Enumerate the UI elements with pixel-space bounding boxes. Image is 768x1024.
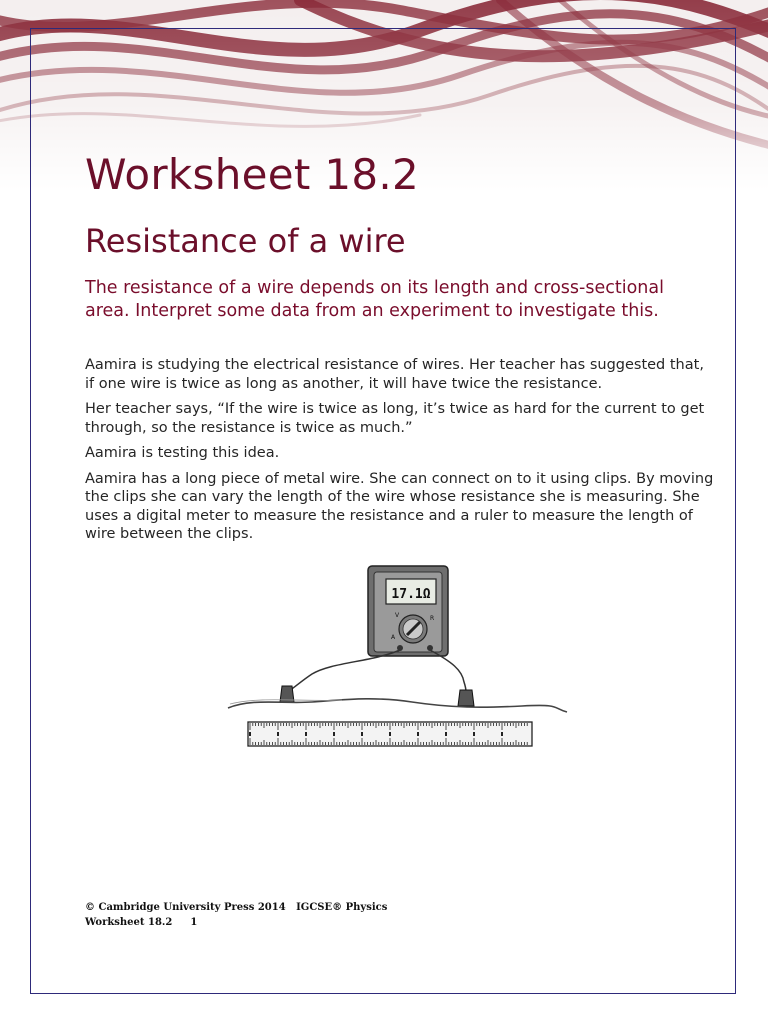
paragraph: Aamira has a long piece of metal wire. She can connect on to it using clips. By moving the clips she can vary the length of the wire whose resistance she is measuring. She uses a digital meter to measure the resistance and a ruler to measure the length of wire between the clips. [85, 470, 714, 542]
paragraph: Aamira is studying the electrical resistance of wires. Her teacher has suggested that, if one wire is twice as long as another, it will have twice the resistance. [85, 357, 704, 392]
dial-label-v: V [395, 612, 400, 619]
worksheet-title: Worksheet 18.2 [85, 150, 420, 199]
dial-label-r: R [430, 615, 435, 622]
right-clip [458, 690, 474, 706]
footer [85, 902, 387, 932]
copyright-line: © Cambridge University Press 2014 IGCSE® Physics [85, 902, 388, 913]
paragraph: Her teacher says, “If the wire is twice as long, it’s twice as hard for the current to get through, so the resistance is twice as much.” [85, 401, 705, 436]
footer-worksheet-line [85, 917, 387, 928]
page-number: 1 [190, 917, 198, 928]
footer-worksheet-label: Worksheet 18.2 [85, 917, 173, 928]
ruler [248, 722, 532, 746]
apparatus-illustration [222, 562, 572, 757]
metal-wire [228, 699, 567, 712]
body-text [85, 356, 715, 551]
meter-reading: 17.1Ω [391, 587, 431, 602]
digital-meter [368, 566, 448, 656]
intro-text: The resistance of a wire depends on its length and cross-sectional area. Interpret some data from an experiment to investigate this. [85, 278, 664, 321]
dial-label-a: A [391, 634, 396, 641]
worksheet-subtitle: Resistance of a wire [85, 222, 406, 260]
paragraph: Aamira is testing this idea. [85, 445, 280, 461]
